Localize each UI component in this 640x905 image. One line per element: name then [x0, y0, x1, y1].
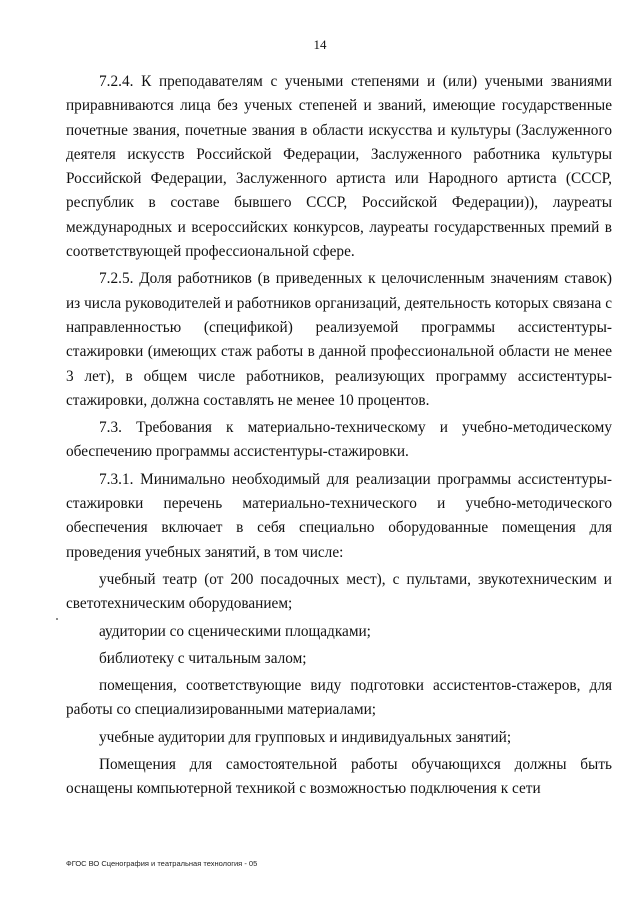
scan-speck: [56, 618, 58, 620]
paragraph-7-2-4: 7.2.4. К преподавателям с учеными степенями и (или) учеными званиями приравниваются лица без ученых степеней и званий, имеющие государственные почетные звания, почетные звания в области искусства и культуры (Заслуженного деятеля искусств Российской Федерации, Заслуженного работника культуры Российской Федерации, Заслуженного артиста или Народного артиста (СССР, республик в составе бывшего СССР, Российской Федерации)), лауреаты международных и всероссийских конкурсов, лауреаты государственных премий в соответствующей профессиональной сфере.: [66, 73, 612, 261]
list-item-classrooms: учебные аудитории для групповых и индивидуальных занятий;: [99, 728, 512, 746]
paragraph-7-2-5: 7.2.5. Доля работников (в приведенных к целочисленным значениям ставок) из числа руководителей и работников организаций, деятельность которых связана с направленностью (спецификой) реализуемой программы ассистентуры-стажировки (имеющих стаж работы в данной профессиональной области не менее 3 лет), в общем числе работников, реализующих программу ассистентуры-стажировки, должна составлять не менее 10 процентов.: [66, 270, 612, 409]
page-number: 14: [313, 37, 327, 52]
list-item-special-rooms: помещения, соответствующие виду подготовки ассистентов-стажеров, для работы со специализированными материалами;: [66, 677, 612, 719]
paragraph-self-study-rooms: Помещения для самостоятельной работы обучающихся должны быть оснащены компьютерной техникой с возможностью подключения к сети: [66, 756, 612, 798]
paragraph-7-3-1: 7.3.1. Минимально необходимый для реализации программы ассистентуры-стажировки перечень материально-технического и учебно-методического обеспечения включает в себя специально оборудованные помещения для проведения учебных занятий, в том числе:: [66, 470, 612, 561]
list-item-library: библиотеку с читальным залом;: [99, 649, 307, 667]
list-item-stage-rooms: аудитории со сценическими площадками;: [99, 622, 371, 640]
document-body: [66, 70, 612, 805]
paragraph-7-3: 7.3. Требования к материально-техническому и учебно-методическому обеспечению программы ассистентуры-стажировки.: [66, 419, 612, 461]
list-item-theatre: учебный театр (от 200 посадочных мест), с пультами, звукотехническим и светотехническим оборудованием;: [66, 570, 612, 613]
page-footer: ФГОС ВО Сценография и театральная технология - 05: [66, 859, 258, 868]
